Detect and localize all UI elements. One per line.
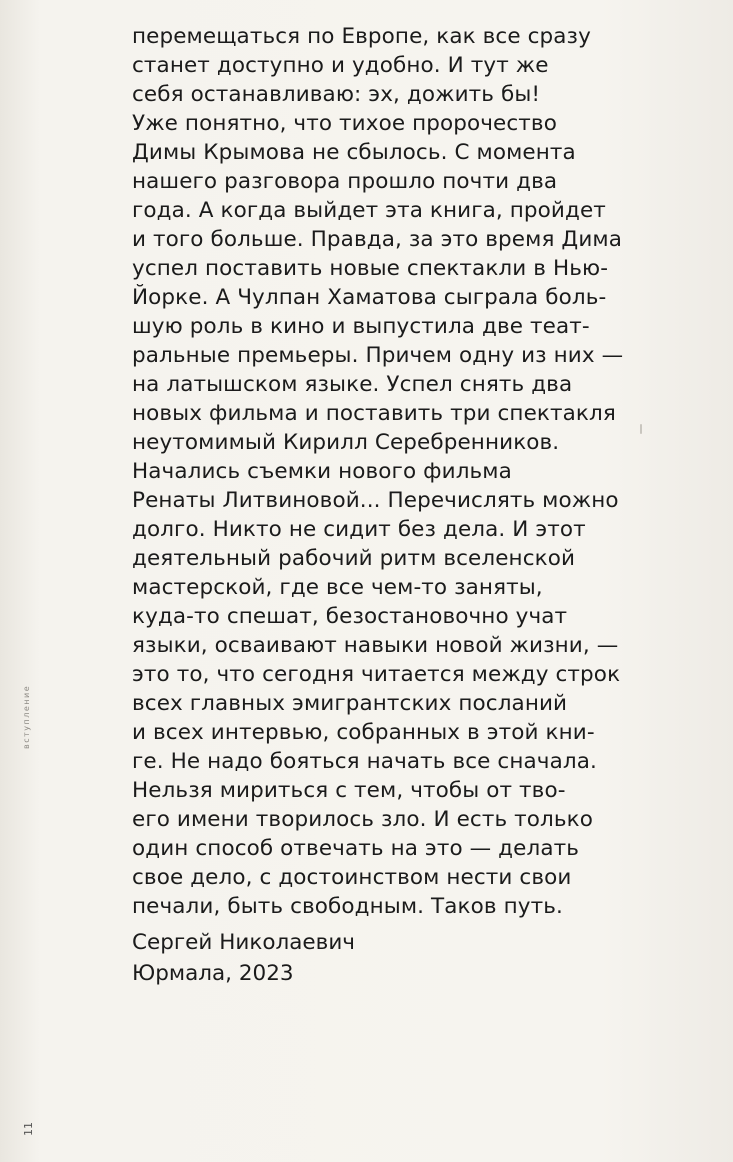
text-line: Начались съемки нового фильма [132,459,512,484]
text-line: нашего разговора прошло почти два [132,169,558,194]
text-line: шую роль в кино и выпустила две теат- [132,314,590,339]
text-line: станет доступно и удобно. И тут же [132,53,549,78]
text-line: печали, быть свободным. Таков путь. [132,894,563,919]
text-line: один способ отвечать на это — делать [132,836,579,861]
paper-speck [640,424,642,434]
text-line: на латышском языке. Успел снять два [132,372,573,397]
text-line: Ренаты Литвиновой... Перечислять можно [132,488,619,513]
text-line: Нельзя мириться с тем, чтобы от тво- [132,778,566,803]
signature-block [132,927,355,989]
text-line: его имени творилось зло. И есть только [132,807,594,832]
text-line: успел поставить новые спектакли в Нью- [132,256,609,281]
text-line: мастерской, где все чем-то заняты, [132,575,543,600]
text-line: Уже понятно, что тихое пророчество [132,111,557,136]
text-line: всех главных эмигрантских посланий [132,691,568,716]
text-line: Йорке. А Чулпан Хаматова сыграла боль- [132,285,607,310]
running-head: вступление [22,684,31,750]
text-line: деятельный рабочий ритм вселенской [132,546,576,571]
signature-author: Сергей Николаевич [132,930,355,955]
text-line: долго. Никто не сидит без дела. И этот [132,517,586,542]
text-line: года. А когда выйдет эта книга, пройдет [132,198,606,223]
text-line: куда-то спешат, безостановочно учат [132,604,568,629]
text-line: неутомимый Кирилл Серебренников. [132,430,560,455]
text-line: себя останавливаю: эх, дожить бы! [132,82,541,107]
text-line: свое дело, с достоинством нести свои [132,865,572,890]
text-line: это то, что сегодня читается между строк [132,662,621,687]
text-line: и всех интервью, собранных в этой кни- [132,720,595,745]
text-line: новых фильма и поставить три спектакля [132,401,616,426]
page-number: 11 [22,1122,35,1136]
text-line: ральные премьеры. Причем одну из них — [132,343,624,368]
text-line: языки, осваивают навыки новой жизни, — [132,633,619,658]
text-line: Димы Крымова не сбылось. С момента [132,140,576,165]
text-line: перемещаться по Европе, как все сразу [132,24,591,49]
signature-place-date: Юрмала, 2023 [132,961,294,986]
text-line: и того больше. Правда, за это время Дима [132,227,622,252]
body-text [132,22,692,921]
text-line: ге. Не надо бояться начать все сначала. [132,749,597,774]
